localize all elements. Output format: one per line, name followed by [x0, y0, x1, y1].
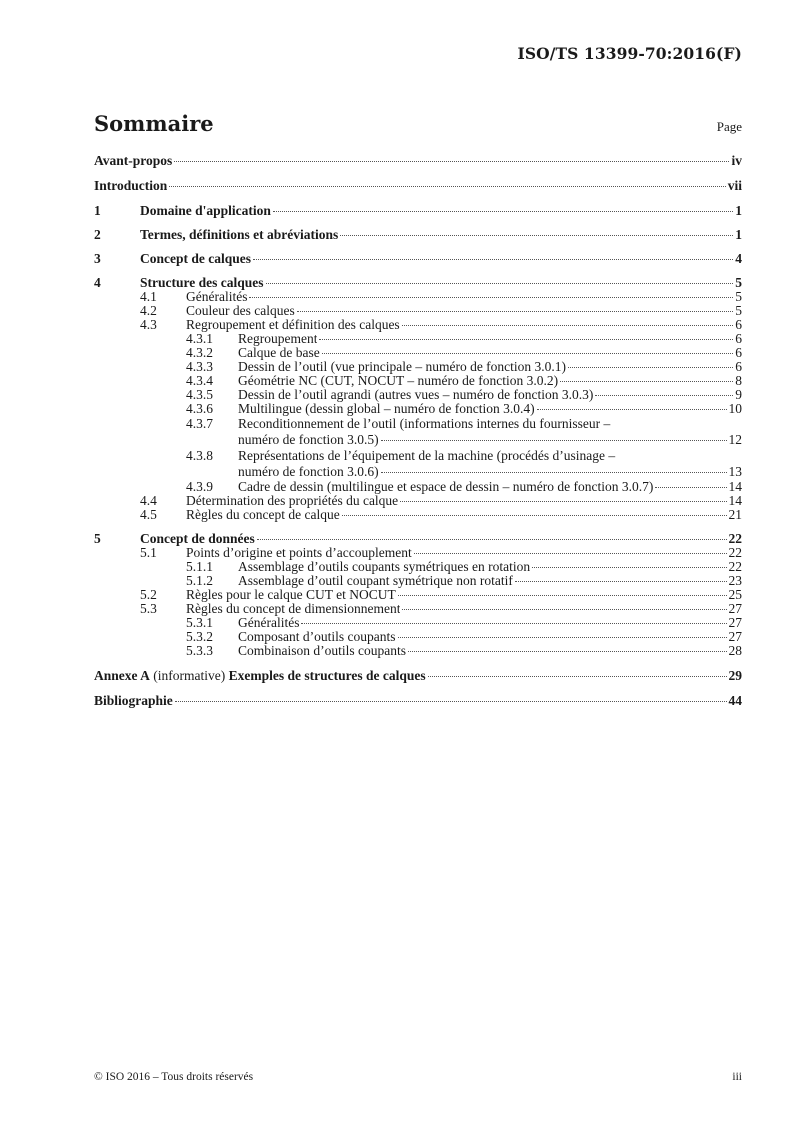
leader-dots — [381, 440, 727, 441]
toc-entry-5[interactable] — [94, 532, 742, 546]
toc-entry-page: 22 — [728, 559, 742, 574]
table-of-contents — [94, 154, 742, 708]
toc-entry-4-4[interactable] — [94, 494, 742, 508]
toc-entry-4-2[interactable] — [94, 304, 742, 318]
toc-entry-page: 4 — [735, 251, 742, 266]
leader-dots — [515, 581, 727, 582]
toc-entry-page: 6 — [735, 345, 742, 360]
toc-entry-page: 21 — [728, 507, 742, 522]
toc-entry-title — [94, 669, 426, 683]
toc-entry-title: Points d’origine et points d’accouplement — [186, 546, 412, 560]
toc-entry-4-3-5[interactable] — [94, 388, 742, 402]
toc-entry-page: 14 — [728, 479, 742, 494]
toc-entry-number: 4.3.9 — [186, 479, 213, 494]
leader-dots — [297, 311, 734, 312]
toc-entry-5-1-1[interactable] — [94, 560, 742, 574]
leader-dots — [319, 339, 733, 340]
toc-entry-number: 4.3.5 — [186, 387, 213, 402]
toc-entry-title: Regroupement et définition des calques — [186, 318, 400, 332]
toc-entry-number: 5.2 — [140, 587, 157, 602]
toc-entry-page: 12 — [728, 432, 742, 447]
toc-entry-page: 27 — [728, 629, 742, 644]
toc-entry-4-3-9[interactable] — [94, 480, 742, 494]
page-column-label: Page — [716, 119, 742, 134]
toc-entry-3[interactable] — [94, 252, 742, 266]
leader-dots — [568, 367, 733, 368]
toc-entry-page: 22 — [728, 531, 742, 546]
toc-entry-title: Multilingue (dessin global – numéro de fonction 3.0.4) — [238, 402, 535, 416]
toc-entry-number: 5.3 — [140, 601, 157, 616]
toc-entry-page: 27 — [728, 615, 742, 630]
toc-entry-number: 2 — [94, 227, 101, 242]
toc-entry-number: 4.4 — [140, 493, 157, 508]
toc-entry-page: 1 — [735, 227, 742, 242]
toc-entry-number: 5.1 — [140, 545, 157, 560]
leader-dots — [273, 211, 733, 212]
toc-entry-title: Détermination des propriétés du calque — [186, 494, 399, 508]
toc-entry-number: 4.3.6 — [186, 401, 213, 416]
toc-entry-page: 28 — [728, 643, 742, 658]
toc-entry-number: 4.3 — [140, 317, 157, 332]
toc-entry-number: 3 — [94, 251, 101, 266]
toc-entry-title: Structure des calques — [140, 276, 264, 290]
toc-entry-number: 4 — [94, 275, 101, 290]
toc-entry-4-3-7[interactable] — [94, 416, 742, 448]
toc-entry-number: 4.3.3 — [186, 359, 213, 374]
toc-entry-page: 27 — [728, 601, 742, 616]
toc-entry-page: 5 — [735, 289, 742, 304]
toc-entry-number: 5.3.3 — [186, 643, 213, 658]
toc-entry-annexe-a[interactable] — [94, 669, 742, 683]
toc-entry-title: Généralités — [238, 616, 300, 630]
toc-entry-4[interactable] — [94, 276, 742, 290]
toc-entry-5-3-1[interactable] — [94, 616, 742, 630]
toc-entry-number: 4.5 — [140, 507, 157, 522]
toc-entry-5-1-2[interactable] — [94, 574, 742, 588]
toc-entry-title-line2: numéro de fonction 3.0.5) — [238, 432, 379, 447]
toc-entry-title: Cadre de dessin (multilingue et espace de dessin – numéro de fonction 3.0.7) — [238, 480, 654, 494]
toc-entry-number: 4.1 — [140, 289, 157, 304]
toc-entry-page: 23 — [728, 573, 742, 588]
leader-dots — [340, 235, 733, 236]
leader-dots — [560, 381, 733, 382]
toc-entry-number: 5.1.1 — [186, 559, 213, 574]
toc-entry-page: 6 — [735, 359, 742, 374]
toc-entry-title: Géométrie NC (CUT, NOCUT – numéro de fonction 3.0.2) — [238, 374, 559, 388]
toc-entry-title: Règles du concept de dimensionnement — [186, 602, 401, 616]
toc-entry-page: 5 — [735, 275, 742, 290]
toc-entry-title: Dessin de l’outil (vue principale – numéro de fonction 3.0.1) — [238, 360, 567, 374]
leader-dots — [537, 409, 727, 410]
toc-entry-title: Bibliographie — [94, 694, 173, 708]
leader-dots — [322, 353, 734, 354]
toc-entry-title: Assemblage d’outil coupant symétrique non rotatif — [238, 574, 513, 588]
toc-entry-number: 4.3.8 — [186, 448, 213, 463]
leader-dots — [400, 501, 726, 502]
toc-entry-page: 6 — [735, 317, 742, 332]
leader-dots — [169, 186, 725, 187]
toc-entry-title: Calque de base — [238, 346, 320, 360]
toc-entry-5-3-2[interactable] — [94, 630, 742, 644]
toc-entry-title: Couleur des calques — [186, 304, 295, 318]
toc-entry-4-3-1[interactable] — [94, 332, 742, 346]
annex-label: Annexe A — [94, 669, 150, 683]
toc-entry-page: vii — [727, 178, 742, 193]
toc-entry-number: 5.3.1 — [186, 615, 213, 630]
leader-dots — [174, 161, 729, 162]
toc-entry-title: Domaine d'application — [140, 204, 271, 218]
toc-entry-page: 13 — [728, 464, 742, 479]
toc-entry-4-5[interactable] — [94, 508, 742, 522]
toc-entry-5-2[interactable] — [94, 588, 742, 602]
toc-entry-title: Règles pour le calque CUT et NOCUT — [186, 588, 396, 602]
toc-entry-page: 5 — [735, 303, 742, 318]
leader-dots — [655, 487, 726, 488]
toc-entry-page: 29 — [728, 668, 742, 683]
toc-entry-page: 6 — [735, 331, 742, 346]
footer-copyright: © ISO 2016 – Tous droits réservés — [94, 1071, 254, 1083]
toc-entry-4-3-2[interactable] — [94, 346, 742, 360]
leader-dots — [301, 623, 726, 624]
leader-dots — [257, 539, 727, 540]
leader-dots — [249, 297, 733, 298]
toc-entry-page: 22 — [728, 545, 742, 560]
toc-entry-title: Concept de calques — [140, 252, 251, 266]
toc-entry-title-line1: Représentations de l’équipement de la machine (procédés d’usinage – — [238, 448, 616, 463]
toc-entry-avant-propos[interactable] — [94, 154, 742, 168]
toc-entry-number: 5.1.2 — [186, 573, 213, 588]
toc-entry-introduction[interactable] — [94, 179, 742, 193]
leader-dots — [595, 395, 733, 396]
leader-dots — [398, 637, 727, 638]
toc-entry-page: 9 — [735, 387, 742, 402]
toc-entry-title: Généralités — [186, 290, 248, 304]
toc-entry-title: Regroupement — [238, 332, 318, 346]
toc-entry-2[interactable] — [94, 228, 742, 242]
toc-entry-number: 5 — [94, 531, 101, 546]
toc-entry-bibliographie[interactable] — [94, 694, 742, 708]
toc-entry-1[interactable] — [94, 204, 742, 218]
leader-dots — [414, 553, 727, 554]
toc-entry-title: Combinaison d’outils coupants — [238, 644, 406, 658]
leader-dots — [381, 472, 727, 473]
leader-dots — [175, 701, 727, 702]
toc-entry-title: Concept de données — [140, 532, 255, 546]
toc-entry-4-3-6[interactable] — [94, 402, 742, 416]
toc-entry-title-line1: Reconditionnement de l’outil (informations internes du fournisseur – — [238, 416, 611, 431]
toc-title: Sommaire — [94, 111, 214, 136]
toc-entry-title: Dessin de l’outil agrandi (autres vues – numéro de fonction 3.0.3) — [238, 388, 594, 402]
toc-entry-number: 4.2 — [140, 303, 157, 318]
document-id: ISO/TS 13399-70:2016(F) — [517, 44, 742, 63]
annex-type: (informative) — [149, 669, 229, 683]
toc-entry-title: Règles du concept de calque — [186, 508, 340, 522]
leader-dots — [532, 567, 726, 568]
annex-title: Exemples de structures de calques — [228, 669, 426, 683]
toc-entry-title-line2: numéro de fonction 3.0.6) — [238, 464, 379, 479]
leader-dots — [428, 676, 727, 677]
toc-entry-title: Termes, définitions et abréviations — [140, 228, 339, 242]
leader-dots — [253, 259, 733, 260]
leader-dots — [266, 283, 734, 284]
toc-entry-title: Avant-propos — [94, 154, 173, 168]
toc-entry-4-1[interactable] — [94, 290, 742, 304]
leader-dots — [402, 325, 734, 326]
toc-entry-number: 1 — [94, 203, 101, 218]
toc-entry-page: 25 — [728, 587, 742, 602]
toc-entry-page: 10 — [728, 401, 742, 416]
toc-entry-page: 44 — [728, 693, 742, 708]
leader-dots — [398, 595, 727, 596]
toc-entry-title: Composant d’outils coupants — [238, 630, 396, 644]
toc-entry-page: 8 — [735, 373, 742, 388]
toc-entry-4-3-3[interactable] — [94, 360, 742, 374]
toc-entry-page: 14 — [728, 493, 742, 508]
toc-entry-title: Assemblage d’outils coupants symétriques en rotation — [238, 560, 531, 574]
toc-entry-5-1[interactable] — [94, 546, 742, 560]
toc-entry-page: iv — [731, 153, 742, 168]
leader-dots — [342, 515, 727, 516]
toc-entry-title: Introduction — [94, 179, 168, 193]
toc-entry-number: 4.3.4 — [186, 373, 213, 388]
toc-entry-5-3-3[interactable] — [94, 644, 742, 658]
toc-entry-4-3-4[interactable] — [94, 374, 742, 388]
footer-page-number: iii — [732, 1071, 742, 1083]
toc-entry-page: 1 — [735, 203, 742, 218]
toc-entry-4-3[interactable] — [94, 318, 742, 332]
toc-entry-4-3-8[interactable] — [94, 448, 742, 480]
toc-entry-number: 4.3.1 — [186, 331, 213, 346]
toc-entry-number: 5.3.2 — [186, 629, 213, 644]
toc-entry-number: 4.3.2 — [186, 345, 213, 360]
leader-dots — [408, 651, 727, 652]
toc-entry-5-3[interactable] — [94, 602, 742, 616]
leader-dots — [402, 609, 726, 610]
toc-entry-number: 4.3.7 — [186, 416, 213, 431]
